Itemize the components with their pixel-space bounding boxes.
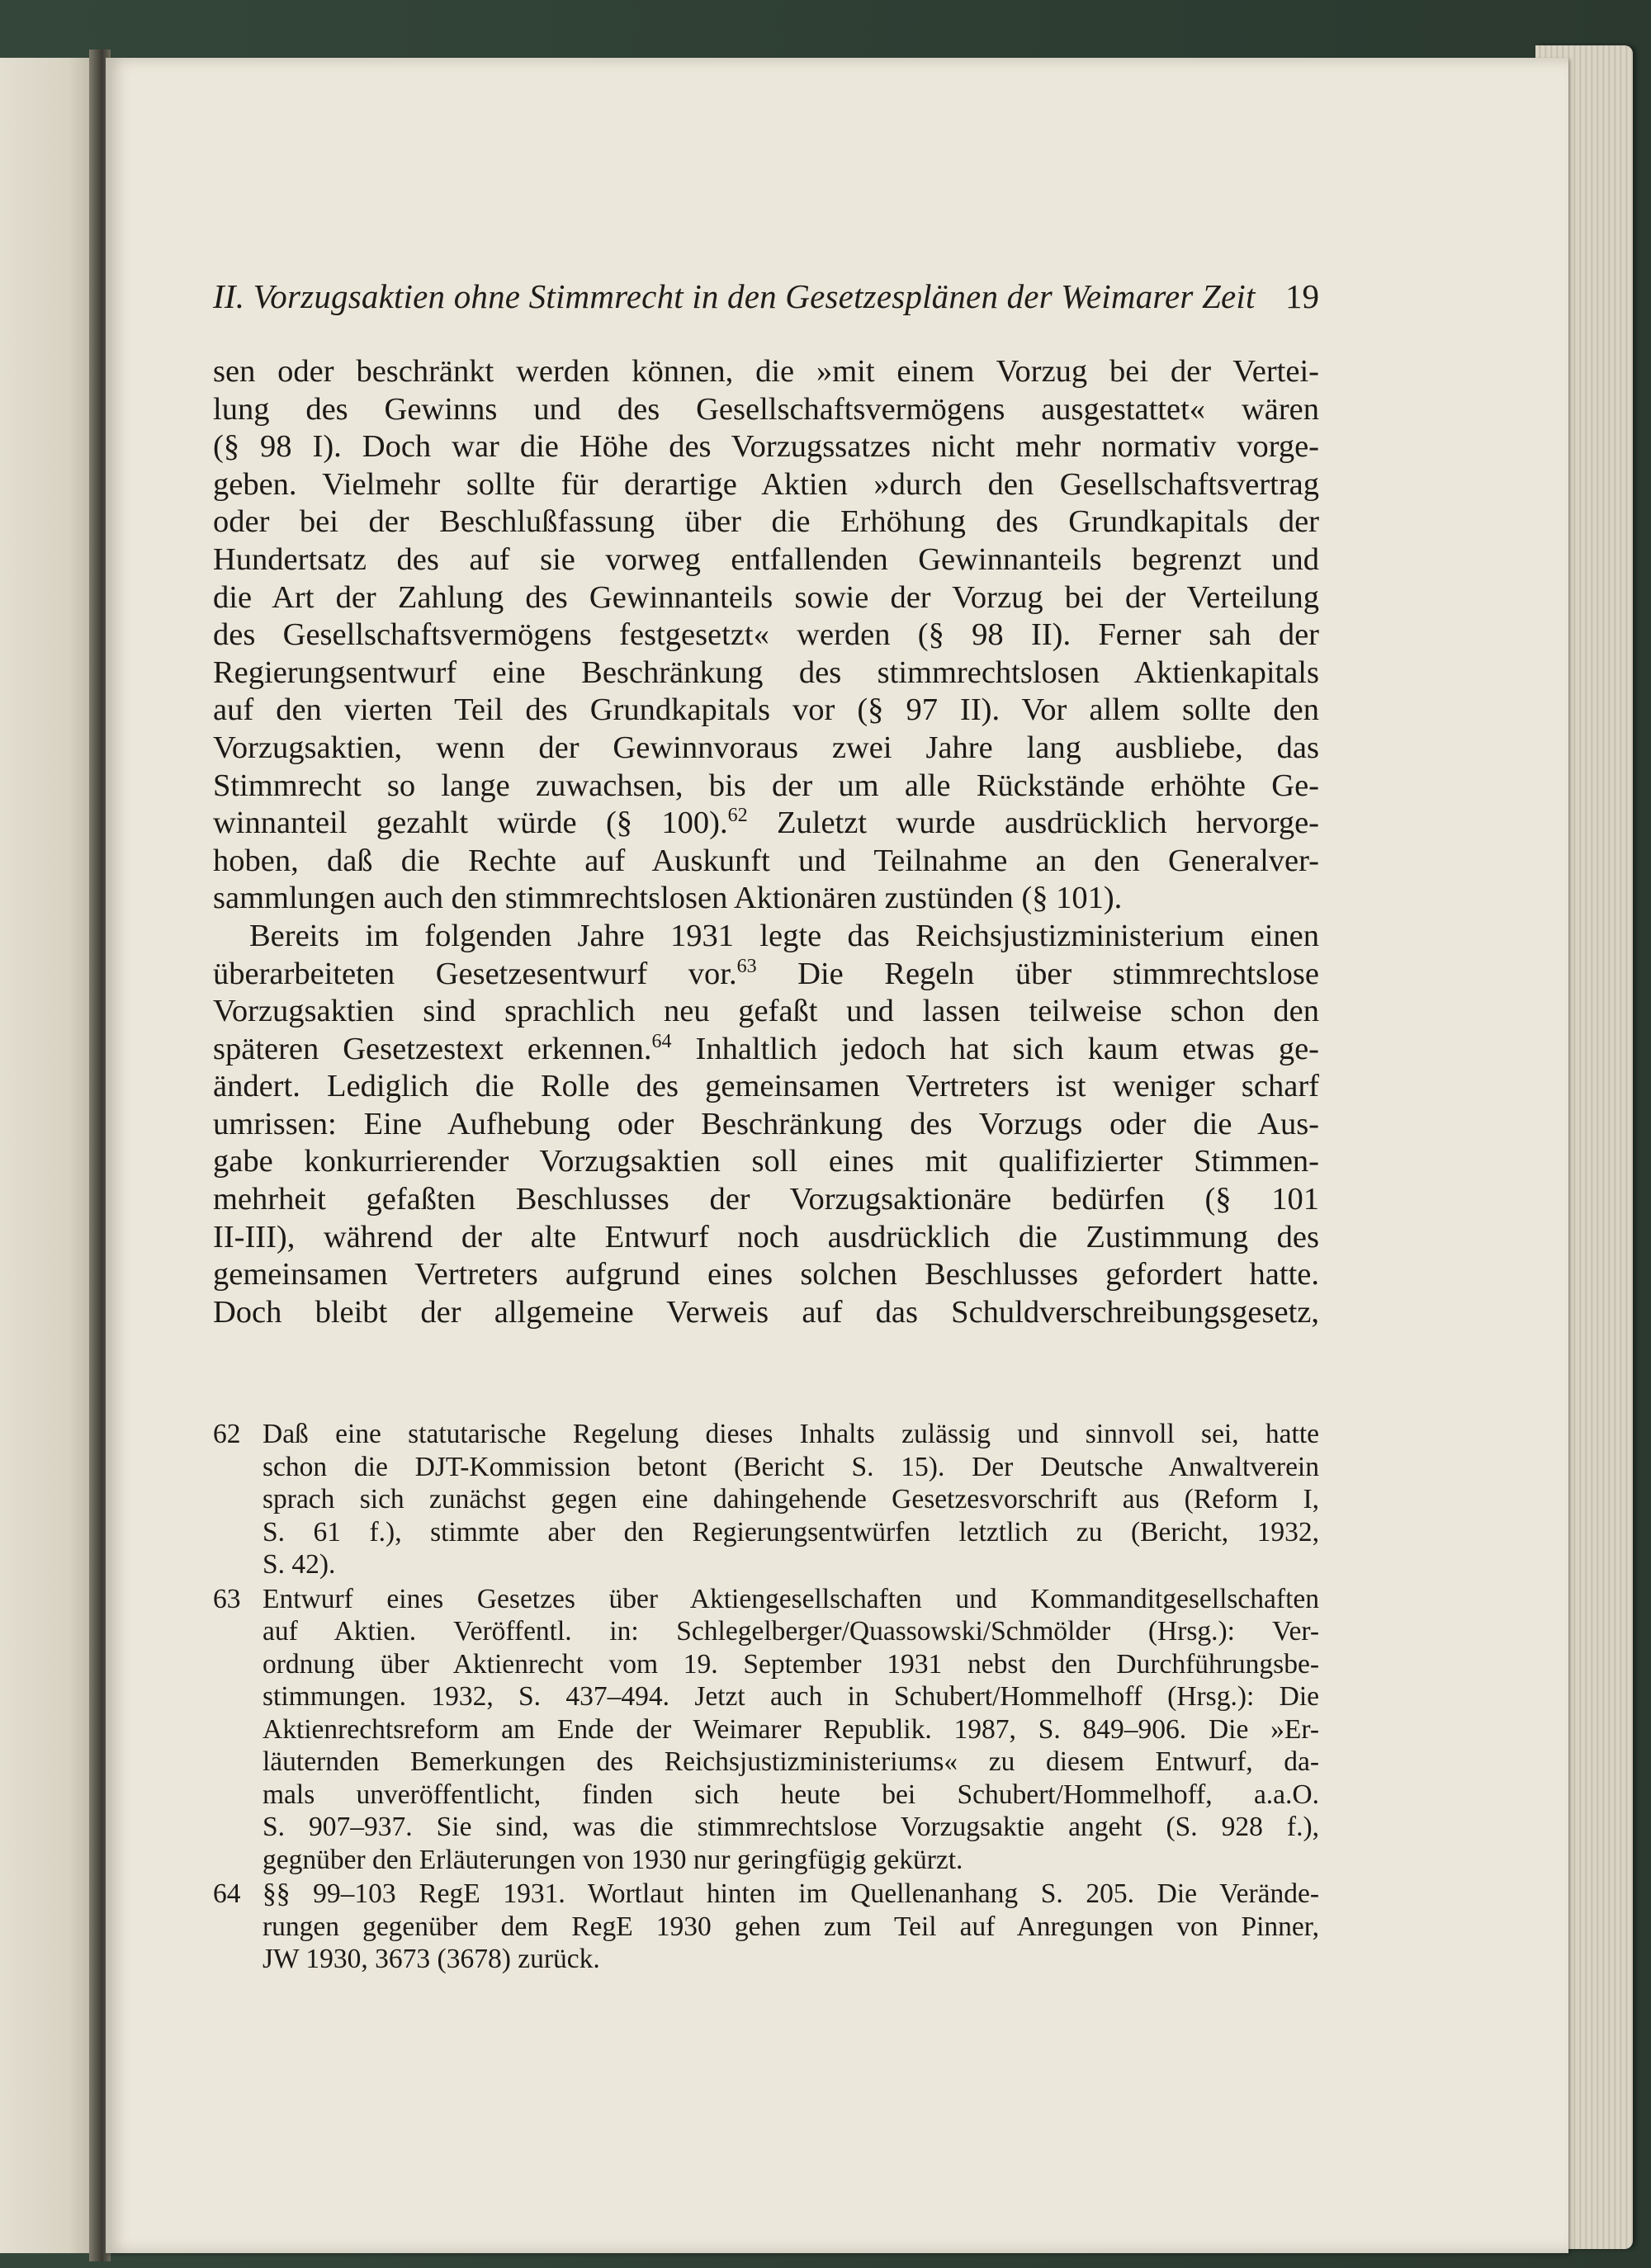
text-line: gabe konkurrierender Vorzugsaktien soll eines mit qualifizierter Stimmen- bbox=[213, 1144, 1319, 1179]
footnote-number: 63 bbox=[213, 1583, 241, 1614]
text-line: mehrheit gefaßten Beschlusses der Vorzugsaktionäre bedürfen (§ 101 bbox=[213, 1182, 1319, 1217]
footnote-line: auf Aktien. Veröffentl. in: Schlegelberger/Quassowski/Schmölder (Hrsg.): Ver- bbox=[263, 1616, 1319, 1647]
footnote-line: sprach sich zunächst gegen eine dahingehende Gesetzesvorschrift aus (Reform I, bbox=[263, 1484, 1319, 1514]
footnote-line: Aktienrechtsreform am Ende der Weimarer Republik. 1987, S. 849–906. Die »Er- bbox=[263, 1713, 1319, 1745]
text-line: sen oder beschränkt werden können, die »mit einem Vorzug bei der Vertei- bbox=[213, 354, 1319, 389]
text-line: Vorzugsaktien sind sprachlich neu gefaßt und lassen teilweise schon den bbox=[213, 994, 1319, 1029]
footnote-line: Entwurf eines Gesetzes über Aktiengesellschaften und Kommanditgesellschaften bbox=[263, 1583, 1319, 1614]
text-line: gemeinsamen Vertreters aufgrund eines solchen Beschlusses gefordert hatte. bbox=[213, 1257, 1319, 1292]
footnote-line: mals unveröffentlicht, finden sich heute bei Schubert/Hommelhoff, a.a.O. bbox=[263, 1779, 1319, 1810]
text-line: des Gesellschaftsvermögens festgesetzt« werden (§ 98 II). Ferner sah der bbox=[213, 617, 1319, 653]
footnote-line: §§ 99–103 RegE 1931. Wortlaut hinten im Quellenanhang S. 205. Die Verände- bbox=[263, 1878, 1319, 1909]
text-line: Bereits im folgenden Jahre 1931 legte das Reichsjustizministerium einen bbox=[249, 918, 1319, 953]
footnote-number: 64 bbox=[213, 1878, 241, 1909]
text-segment: Inhaltlich jedoch hat sich kaum etwas ge- bbox=[671, 1031, 1320, 1066]
text-line: ändert. Lediglich die Rolle des gemeinsamen Vertreters ist weniger scharf bbox=[213, 1069, 1319, 1104]
footnote-line: stimmungen. 1932, S. 437–494. Jetzt auch in Schubert/Hommelhoff (Hrsg.): Die bbox=[263, 1681, 1319, 1712]
footnote-number: 62 bbox=[213, 1419, 241, 1449]
text-line: sammlungen auch den stimmrechtslosen Aktionären zustünden (§ 101). bbox=[213, 881, 1123, 916]
footnote-line: läuternden Bemerkungen des Reichsjustizministeriums« zu diesem Entwurf, da- bbox=[263, 1746, 1319, 1777]
previous-page-edge bbox=[0, 58, 97, 2253]
footnote-64 bbox=[213, 1878, 1319, 1976]
text-line bbox=[213, 1031, 1319, 1069]
page-number: 19 bbox=[1285, 277, 1319, 315]
footnote-63 bbox=[213, 1583, 1319, 1877]
text-line: (§ 98 I). Doch war die Höhe des Vorzugssatzes nicht mehr normativ vorge- bbox=[213, 429, 1319, 465]
running-header bbox=[213, 276, 1319, 326]
text-line: auf den vierten Teil des Grundkapitals vor (§ 97 II). Vor allem sollte den bbox=[213, 692, 1319, 728]
footnote-ref-64[interactable]: 64 bbox=[651, 1030, 672, 1052]
text-line: Stimmrecht so lange zuwachsen, bis der um alle Rückstände erhöhte Ge- bbox=[213, 768, 1319, 803]
running-title: II. Vorzugsaktien ohne Stimmrecht in den Gesetzesplänen der Weimarer Zeit bbox=[213, 277, 1256, 315]
footnote-line: rungen gegenüber dem RegE 1930 gehen zum Teil auf Anregungen von Pinner, bbox=[263, 1911, 1319, 1942]
text-segment: späteren Gesetzestext erkennen. bbox=[213, 1031, 652, 1066]
footnote-line: JW 1930, 3673 (3678) zurück. bbox=[263, 1944, 600, 1974]
text-line: II-III), während der alte Entwurf noch ausdrücklich die Zustimmung des bbox=[213, 1219, 1319, 1254]
text-line: Regierungsentwurf eine Beschränkung des stimmrechtslosen Aktienkapitals bbox=[213, 654, 1319, 690]
text-line: Hundertsatz des auf sie vorweg entfallenden Gewinnanteils begrenzt und bbox=[213, 541, 1319, 577]
footnote-line: S. 61 f.), stimmte aber den Regierungsentwürfen letztlich zu (Bericht, 1932, bbox=[263, 1516, 1319, 1547]
text-segment: überarbeiteten Gesetzesentwurf vor. bbox=[213, 956, 737, 991]
text-line: oder bei der Beschlußfassung über die Erhöhung des Grundkapitals der bbox=[213, 504, 1319, 540]
footnote-line: schon die DJT-Kommission betont (Bericht S. 15). Der Deutsche Anwaltverein bbox=[263, 1451, 1319, 1482]
footnote-62 bbox=[213, 1418, 1319, 1581]
text-segment: winnanteil gezahlt würde (§ 100). bbox=[213, 806, 728, 841]
text-line: Vorzugsaktien, wenn der Gewinnvoraus zwei Jahre lang ausbliebe, das bbox=[213, 730, 1319, 765]
text-line bbox=[213, 956, 1319, 994]
footnote-line: Daß eine statutarische Regelung dieses Inhalts zulässig und sinnvoll sei, hatte bbox=[263, 1419, 1319, 1449]
footnote-line: S. 907–937. Sie sind, was die stimmrechtslose Vorzugsaktie angeht (S. 928 f.), bbox=[263, 1812, 1319, 1842]
footnote-ref-62[interactable]: 62 bbox=[727, 805, 748, 827]
text-line: hoben, daß die Rechte auf Auskunft und Teilnahme an den Generalver- bbox=[213, 843, 1319, 878]
main-text bbox=[213, 353, 1319, 1331]
text-segment: Die Regeln über stimmrechtslose bbox=[756, 956, 1319, 991]
footnote-ref-63[interactable]: 63 bbox=[736, 955, 757, 977]
text-segment: Zuletzt wurde ausdrücklich hervorge- bbox=[747, 806, 1319, 841]
text-line: geben. Vielmehr sollte für derartige Aktien »durch den Gesellschaftsvertrag bbox=[213, 466, 1319, 502]
footnotes bbox=[213, 1418, 1319, 1976]
footnote-line: S. 42). bbox=[263, 1549, 336, 1580]
text-line: umrissen: Eine Aufhebung oder Beschränkung des Vorzugs oder die Aus- bbox=[213, 1106, 1319, 1141]
text-line: die Art der Zahlung des Gewinnanteils sowie der Vorzug bei der Verteilung bbox=[213, 579, 1319, 615]
text-line bbox=[213, 805, 1319, 843]
text-line: Doch bleibt der allgemeine Verweis auf das Schuldverschreibungsgesetz, bbox=[213, 1294, 1319, 1330]
footnote-line: ordnung über Aktienrecht vom 19. September 1931 nebst den Durchführungsbe- bbox=[263, 1648, 1319, 1680]
text-line: lung des Gewinns und des Gesellschaftsvermögens ausgestattet« wären bbox=[213, 391, 1319, 427]
footnote-line: gegnüber den Erläuterungen von 1930 nur geringfügig gekürzt. bbox=[263, 1844, 963, 1875]
